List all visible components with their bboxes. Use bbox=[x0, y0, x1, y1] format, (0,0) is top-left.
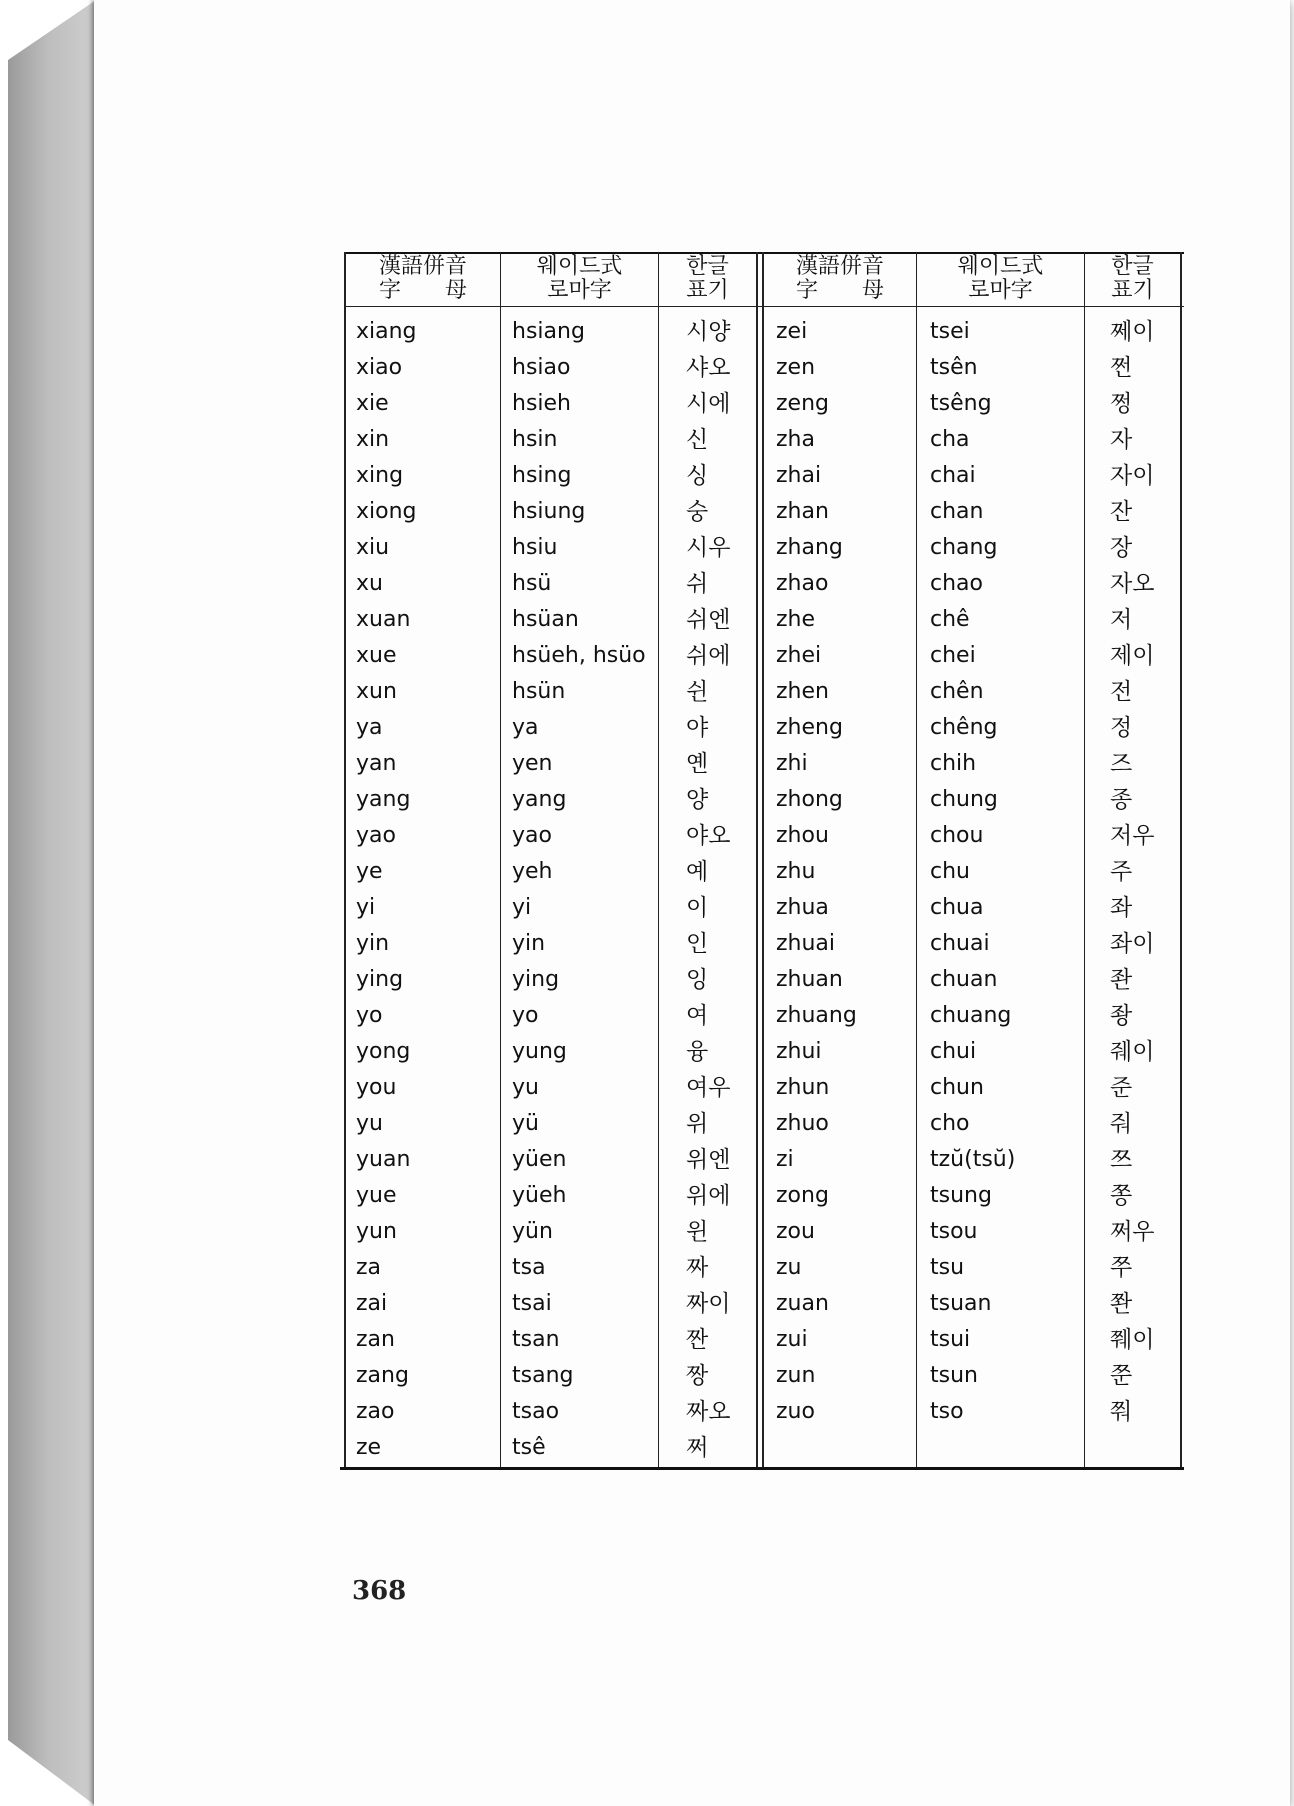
table-cell-hangul: 야오 bbox=[686, 823, 731, 849]
table-cell-hangul: 쉬 bbox=[686, 571, 709, 597]
table-cell-pinyin: zhuo bbox=[776, 1111, 829, 1136]
table-cell-pinyin: xu bbox=[356, 571, 383, 596]
table-cell-pinyin: xiu bbox=[356, 535, 390, 560]
page-number: 368 bbox=[352, 1576, 407, 1606]
table-cell-pinyin: you bbox=[356, 1075, 397, 1100]
table-cell-hangul: 자이 bbox=[1110, 463, 1155, 489]
table-cell-wade: cho bbox=[930, 1111, 970, 1136]
table-cell-pinyin: zhuang bbox=[776, 1003, 857, 1028]
table-cell-wade: chang bbox=[930, 535, 998, 560]
table-cell-pinyin: yun bbox=[356, 1219, 397, 1244]
table-cell-pinyin: zhun bbox=[776, 1075, 830, 1100]
table-cell-hangul: 예 bbox=[686, 859, 709, 885]
table-cell-pinyin: yi bbox=[356, 895, 376, 920]
table-cell-hangul: 쭤 bbox=[1110, 1399, 1133, 1425]
table-cell-pinyin: zan bbox=[356, 1327, 395, 1352]
header-wade bbox=[917, 255, 1084, 307]
table-cell-pinyin: ying bbox=[356, 967, 404, 992]
table-bottom-rule bbox=[340, 1467, 1184, 1470]
table-cell-hangul: 자 bbox=[1110, 427, 1133, 453]
table-cell-wade: chou bbox=[930, 823, 984, 848]
table-cell-wade: chung bbox=[930, 787, 998, 812]
table-cell-pinyin: ya bbox=[356, 715, 383, 740]
table-cell-pinyin: zuan bbox=[776, 1291, 829, 1316]
table-cell-wade: tsao bbox=[512, 1399, 560, 1424]
header-hangul-line2: 표기 bbox=[686, 278, 729, 303]
table-cell-wade: chên bbox=[930, 679, 984, 704]
table-cell-hangul: 저우 bbox=[1110, 823, 1155, 849]
table-cell-hangul: 시양 bbox=[686, 319, 731, 345]
table-cell-hangul: 즈 bbox=[1110, 751, 1133, 777]
table-cell-wade: chêng bbox=[930, 715, 998, 740]
table-cell-pinyin: zhuai bbox=[776, 931, 836, 956]
table-left-border bbox=[344, 252, 346, 1468]
table-cell-pinyin: yuan bbox=[356, 1147, 411, 1172]
table-cell-pinyin: xiong bbox=[356, 499, 417, 524]
table-cell-hangul: 종 bbox=[1110, 787, 1133, 813]
table-cell-hangul: 쉰 bbox=[686, 679, 709, 705]
table-cell-pinyin: xiang bbox=[356, 319, 417, 344]
table-cell-hangul: 짜이 bbox=[686, 1291, 731, 1317]
table-cell-hangul: 옌 bbox=[686, 751, 709, 777]
table-cell-wade: yüen bbox=[512, 1147, 567, 1172]
table-cell-wade: tsou bbox=[930, 1219, 978, 1244]
table-cell-wade: yu bbox=[512, 1075, 539, 1100]
table-cell-wade: tsei bbox=[930, 319, 970, 344]
table-cell-hangul: 야 bbox=[686, 715, 709, 741]
table-cell-pinyin: zhong bbox=[776, 787, 843, 812]
table-cell-pinyin: zu bbox=[776, 1255, 802, 1280]
table-cell-wade: tsan bbox=[512, 1327, 560, 1352]
table-cell-hangul: 쉬엔 bbox=[686, 607, 731, 633]
table-cell-hangul: 자오 bbox=[1110, 571, 1155, 597]
table-cell-hangul: 쯔 bbox=[1110, 1147, 1133, 1173]
table-cell-pinyin: zong bbox=[776, 1183, 829, 1208]
table-cell-wade: chan bbox=[930, 499, 984, 524]
table-cell-hangul: 주 bbox=[1110, 859, 1133, 885]
table-cell-wade: ying bbox=[512, 967, 560, 992]
table-cell-hangul: 제이 bbox=[1110, 643, 1155, 669]
table-cell-wade: hsün bbox=[512, 679, 566, 704]
table-cell-hangul: 쭈 bbox=[1110, 1255, 1133, 1281]
table-cell-pinyin: xuan bbox=[356, 607, 411, 632]
table-cell-pinyin: zi bbox=[776, 1147, 794, 1172]
header-wade-line1: 웨이드式 bbox=[536, 254, 623, 279]
table-cell-wade: hsüeh, hsüo bbox=[512, 643, 646, 668]
table-cell-pinyin: xie bbox=[356, 391, 389, 416]
table-cell-hangul: 여 bbox=[686, 1003, 709, 1029]
table-cell-pinyin: zeng bbox=[776, 391, 829, 416]
table-cell-pinyin: zhang bbox=[776, 535, 843, 560]
table-cell-hangul: 시우 bbox=[686, 535, 731, 561]
table-cell-hangul: 샤오 bbox=[686, 355, 731, 381]
table-cell-wade: yo bbox=[512, 1003, 539, 1028]
table-cell-pinyin: yu bbox=[356, 1111, 383, 1136]
header-pinyin-line2: 字 母 bbox=[378, 278, 467, 303]
table-cell-wade: chê bbox=[930, 607, 970, 632]
table-cell-hangul: 잉 bbox=[686, 967, 709, 993]
table-cell-wade: tsên bbox=[930, 355, 978, 380]
table-cell-hangul: 짱 bbox=[686, 1363, 709, 1389]
table-cell-hangul: 인 bbox=[686, 931, 709, 957]
table-cell-pinyin: zhei bbox=[776, 643, 822, 668]
table-cell-wade: tsa bbox=[512, 1255, 546, 1280]
table-cell-wade: hsiang bbox=[512, 319, 585, 344]
table-cell-wade: tsung bbox=[930, 1183, 992, 1208]
table-cell-hangul: 이 bbox=[686, 895, 709, 921]
table-cell-pinyin: zuo bbox=[776, 1399, 815, 1424]
table-cell-wade: chu bbox=[930, 859, 970, 884]
table-cell-wade: chih bbox=[930, 751, 977, 776]
table-cell-hangul: 줘 bbox=[1110, 1111, 1133, 1137]
table-cell-pinyin: zen bbox=[776, 355, 816, 380]
table-cell-pinyin: yong bbox=[356, 1039, 411, 1064]
table-cell-pinyin: yo bbox=[356, 1003, 383, 1028]
table-cell-pinyin: zhou bbox=[776, 823, 829, 848]
book-page bbox=[94, 0, 1290, 1806]
table-cell-pinyin: zui bbox=[776, 1327, 808, 1352]
table-cell-hangul: 준 bbox=[1110, 1075, 1133, 1101]
table-cell-hangul: 양 bbox=[686, 787, 709, 813]
table-cell-hangul: 쭌 bbox=[1110, 1363, 1133, 1389]
header-hangul-line1: 한글 bbox=[686, 254, 729, 279]
table-cell-pinyin: zhui bbox=[776, 1039, 822, 1064]
header-pinyin-line2: 字 母 bbox=[795, 278, 884, 303]
table-cell-wade: hsiu bbox=[512, 535, 558, 560]
column-divider bbox=[500, 252, 501, 1468]
table-cell-wade: yung bbox=[512, 1039, 567, 1064]
table-cell-hangul: 쮀이 bbox=[1110, 1327, 1155, 1353]
table-cell-pinyin: zhuan bbox=[776, 967, 843, 992]
book-spine bbox=[8, 0, 96, 1806]
table-cell-wade: chao bbox=[930, 571, 983, 596]
table-cell-hangul: 짜 bbox=[686, 1255, 709, 1281]
column-divider bbox=[658, 252, 659, 1468]
table-cell-hangul: 짠 bbox=[686, 1327, 709, 1353]
table-cell-pinyin: zang bbox=[356, 1363, 409, 1388]
table-cell-pinyin: yang bbox=[356, 787, 411, 812]
table-cell-pinyin: zhao bbox=[776, 571, 829, 596]
right-wade-column bbox=[930, 314, 1015, 1430]
table-cell-hangul: 줴이 bbox=[1110, 1039, 1155, 1065]
table-cell-hangul: 쩐 bbox=[1110, 355, 1133, 381]
table-cell-hangul: 쫜 bbox=[1110, 1291, 1133, 1317]
table-cell-wade: tsê bbox=[512, 1435, 546, 1460]
header-hangul bbox=[1085, 255, 1180, 307]
table-cell-wade: hsüan bbox=[512, 607, 579, 632]
table-cell-hangul: 시에 bbox=[686, 391, 731, 417]
table-cell-hangul: 윈 bbox=[686, 1219, 709, 1245]
table-cell-pinyin: za bbox=[356, 1255, 382, 1280]
table-cell-wade: yün bbox=[512, 1219, 553, 1244]
romanization-table bbox=[344, 252, 1184, 1470]
table-cell-hangul: 위에 bbox=[686, 1183, 731, 1209]
half-divider-double bbox=[756, 252, 758, 1468]
table-cell-wade: tzŭ(tsŭ) bbox=[930, 1147, 1016, 1172]
header-hangul bbox=[659, 255, 756, 307]
table-cell-pinyin: zhu bbox=[776, 859, 816, 884]
table-cell-pinyin: zheng bbox=[776, 715, 843, 740]
right-hangul-column bbox=[1110, 314, 1154, 1430]
table-cell-pinyin: zhi bbox=[776, 751, 808, 776]
header-pinyin bbox=[764, 255, 916, 307]
header-wade-line1: 웨이드式 bbox=[957, 254, 1044, 279]
table-cell-wade: chua bbox=[930, 895, 984, 920]
table-cell-hangul: 쩌 bbox=[686, 1435, 709, 1461]
column-divider bbox=[1084, 252, 1085, 1468]
header-wade bbox=[501, 255, 658, 307]
table-cell-hangul: 좐 bbox=[1110, 967, 1133, 993]
table-cell-hangul: 쉬에 bbox=[686, 643, 731, 669]
table-cell-hangul: 융 bbox=[686, 1039, 709, 1065]
table-cell-hangul: 쩌우 bbox=[1110, 1219, 1155, 1245]
table-cell-pinyin: zou bbox=[776, 1219, 815, 1244]
table-cell-wade: chuai bbox=[930, 931, 990, 956]
table-cell-wade: hsiung bbox=[512, 499, 586, 524]
table-cell-hangul: 신 bbox=[686, 427, 709, 453]
left-hangul-column bbox=[686, 314, 730, 1466]
table-cell-pinyin: zhua bbox=[776, 895, 829, 920]
table-cell-pinyin: zai bbox=[356, 1291, 388, 1316]
table-cell-pinyin: zhe bbox=[776, 607, 816, 632]
table-cell-pinyin: zhai bbox=[776, 463, 822, 488]
table-cell-pinyin: xing bbox=[356, 463, 404, 488]
table-cell-wade: tsuan bbox=[930, 1291, 992, 1316]
table-cell-wade: tsu bbox=[930, 1255, 965, 1280]
table-cell-pinyin: zao bbox=[356, 1399, 395, 1424]
table-cell-wade: yeh bbox=[512, 859, 553, 884]
table-cell-hangul: 여우 bbox=[686, 1075, 731, 1101]
table-cell-wade: tsêng bbox=[930, 391, 992, 416]
header-hangul-line2: 표기 bbox=[1111, 278, 1154, 303]
table-cell-pinyin: zun bbox=[776, 1363, 816, 1388]
header-pinyin-line1: 漢語併音 bbox=[795, 254, 884, 279]
table-cell-pinyin: xin bbox=[356, 427, 390, 452]
table-cell-hangul: 위엔 bbox=[686, 1147, 731, 1173]
table-cell-wade: yüeh bbox=[512, 1183, 567, 1208]
table-cell-hangul: 저 bbox=[1110, 607, 1133, 633]
table-right-border bbox=[1180, 252, 1182, 1468]
table-cell-wade: tso bbox=[930, 1399, 964, 1424]
table-cell-pinyin: ze bbox=[356, 1435, 382, 1460]
table-cell-wade: yin bbox=[512, 931, 546, 956]
table-cell-hangul: 쫑 bbox=[1110, 1183, 1133, 1209]
table-cell-wade: chuang bbox=[930, 1003, 1012, 1028]
table-cell-pinyin: yue bbox=[356, 1183, 397, 1208]
header-wade-line2: 로마字 bbox=[547, 278, 612, 303]
table-cell-wade: chun bbox=[930, 1075, 984, 1100]
table-cell-pinyin: ye bbox=[356, 859, 383, 884]
table-cell-wade: hsü bbox=[512, 571, 552, 596]
table-cell-wade: yang bbox=[512, 787, 567, 812]
header-pinyin-line1: 漢語併音 bbox=[378, 254, 467, 279]
table-cell-pinyin: zhan bbox=[776, 499, 829, 524]
table-cell-pinyin: zha bbox=[776, 427, 815, 452]
table-cell-hangul: 정 bbox=[1110, 715, 1133, 741]
table-cell-pinyin: zei bbox=[776, 319, 808, 344]
left-pinyin-column bbox=[356, 314, 417, 1466]
table-cell-hangul: 싱 bbox=[686, 463, 709, 489]
table-top-rule bbox=[344, 252, 1184, 254]
table-cell-wade: tsai bbox=[512, 1291, 552, 1316]
table-cell-pinyin: yao bbox=[356, 823, 396, 848]
table-cell-pinyin: xiao bbox=[356, 355, 403, 380]
table-cell-hangul: 쩨이 bbox=[1110, 319, 1155, 345]
table-cell-wade: hsin bbox=[512, 427, 558, 452]
header-pinyin bbox=[346, 255, 500, 307]
half-divider-double bbox=[762, 252, 764, 1468]
table-cell-wade: hsing bbox=[512, 463, 572, 488]
table-cell-pinyin: yan bbox=[356, 751, 397, 776]
table-cell-hangul: 잔 bbox=[1110, 499, 1133, 525]
table-cell-pinyin: xun bbox=[356, 679, 397, 704]
table-cell-pinyin: xue bbox=[356, 643, 397, 668]
table-cell-hangul: 짜오 bbox=[686, 1399, 731, 1425]
table-cell-hangul: 장 bbox=[1110, 535, 1133, 561]
table-cell-wade: cha bbox=[930, 427, 970, 452]
table-cell-wade: hsiao bbox=[512, 355, 571, 380]
table-cell-wade: yen bbox=[512, 751, 553, 776]
table-cell-wade: yi bbox=[512, 895, 532, 920]
table-cell-wade: chai bbox=[930, 463, 976, 488]
table-cell-pinyin: yin bbox=[356, 931, 390, 956]
table-cell-wade: tsui bbox=[930, 1327, 971, 1352]
column-divider bbox=[916, 252, 917, 1468]
header-wade-line2: 로마字 bbox=[968, 278, 1033, 303]
table-cell-wade: chui bbox=[930, 1039, 977, 1064]
table-cell-wade: chei bbox=[930, 643, 976, 668]
table-cell-pinyin: zhen bbox=[776, 679, 829, 704]
table-cell-hangul: 위 bbox=[686, 1111, 709, 1137]
left-wade-column bbox=[512, 314, 646, 1466]
table-cell-hangul: 좌 bbox=[1110, 895, 1133, 921]
table-cell-hangul: 좡 bbox=[1110, 1003, 1133, 1029]
table-cell-wade: yao bbox=[512, 823, 552, 848]
table-cell-wade: yü bbox=[512, 1111, 539, 1136]
table-cell-wade: ya bbox=[512, 715, 539, 740]
table-cell-hangul: 숭 bbox=[686, 499, 709, 525]
header-hangul-line1: 한글 bbox=[1111, 254, 1154, 279]
table-cell-wade: tsun bbox=[930, 1363, 978, 1388]
table-cell-wade: chuan bbox=[930, 967, 998, 992]
table-cell-wade: tsang bbox=[512, 1363, 574, 1388]
right-pinyin-column bbox=[776, 314, 857, 1430]
table-cell-hangul: 좌이 bbox=[1110, 931, 1155, 957]
table-cell-hangul: 전 bbox=[1110, 679, 1133, 705]
table-cell-hangul: 쩡 bbox=[1110, 391, 1133, 417]
table-cell-wade: hsieh bbox=[512, 391, 571, 416]
